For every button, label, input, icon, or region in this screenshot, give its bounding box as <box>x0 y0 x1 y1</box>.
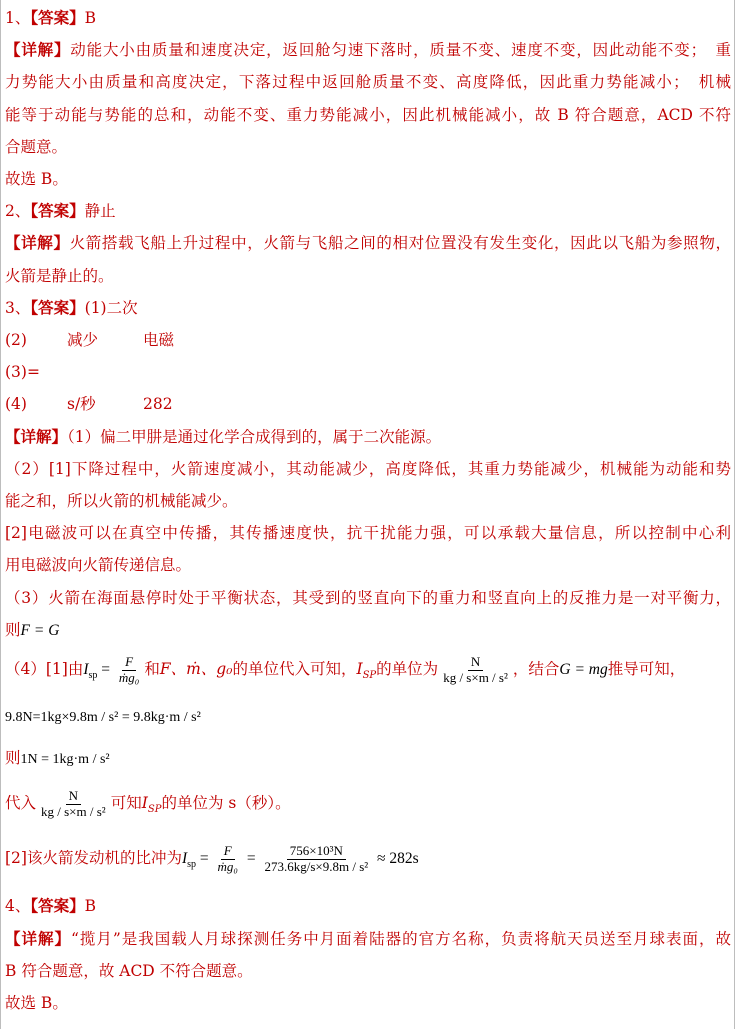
q3-detail-tag: 【详解】 <box>5 426 68 446</box>
q3-d7-prefix: 则 <box>5 749 21 768</box>
q3-d5-fraction <box>116 655 142 685</box>
q3-d9-eq: = <box>196 850 213 868</box>
q4-answer-tag: 【答案】 <box>30 896 85 916</box>
q3-d8-prefix: 代入 <box>5 794 37 813</box>
q3-d5-frac-num: F <box>122 655 136 670</box>
q3-answer-4-value-1: s/秒 <box>67 395 96 414</box>
q3-d5-end: 推导可知， <box>607 660 686 679</box>
q3-answer-2-value-1: 减少 <box>67 331 99 350</box>
q3-detail-line-1 <box>5 421 731 453</box>
q3-answer-4-value-2: 282 <box>143 395 173 414</box>
q3-d5-frac-den: ṁg₀ <box>118 669 140 685</box>
q1-detail-line-2: 力势能大小由质量和高度决定，下落过程中返回舱质量不变、高度降低，因此重力势能减小； 机械 <box>5 73 731 92</box>
q3-answer-header <box>5 292 731 324</box>
q3-d5-unit-fraction <box>440 655 511 685</box>
q3-d7-formula: 1N = 1kg·m / s² <box>20 752 110 768</box>
q4-answer-header <box>5 890 731 922</box>
q3-number: 3、 <box>5 298 31 317</box>
q2-number: 2、 <box>5 202 31 221</box>
q3-detail-line-4: [2]电磁波可以在真空中传播，其传播速度快，抗干扰能力强，可以承载大量信息，所以控制中心利 <box>5 524 731 543</box>
q3-d5-isp-sub: sp <box>88 670 98 682</box>
q3-d5-isp2: I <box>356 660 363 679</box>
q3-answer-4 <box>5 388 731 420</box>
q4-detail-line-1 <box>5 923 731 955</box>
q3-d9-fraction-1 <box>215 844 241 874</box>
q1-answer-value: B <box>84 9 97 27</box>
q3-detail-line-7 <box>5 614 731 647</box>
q3-d5-mid2: 的单位代入可知， <box>232 660 357 679</box>
q2-answer-value: 静止 <box>84 202 116 221</box>
q3-detail-line-9: 9.8N=1kg×9.8m / s² = 9.8kg·m / s² <box>5 710 201 726</box>
q3-detail-line-11 <box>5 780 731 833</box>
q4-answer-value: B <box>84 897 97 916</box>
q3-d9-frac2-den: 273.6kg/s×9.8m / s² <box>264 858 369 874</box>
q1-answer-tag: 【答案】 <box>30 8 85 27</box>
q3-d5-vars: F、ṁ、g₀ <box>159 660 233 679</box>
q3-d4b-prefix: 则 <box>5 620 21 639</box>
q3-d5-mid3: 的单位为 <box>376 660 439 679</box>
q3-d5-eq: = <box>97 661 114 679</box>
q2-detail-tag: 【详解】 <box>5 233 70 253</box>
q3-answer-1: (1)二次 <box>84 298 138 317</box>
q3-d9-fraction-2 <box>261 844 371 874</box>
q2-detail-text-1: 火箭搭载飞船上升过程中，火箭与飞船之间的相对位置没有发生变化，因此以飞船为参照物， <box>69 234 731 253</box>
q1-number: 1、 <box>5 9 31 27</box>
q3-answer-2-number: (2) <box>5 331 27 350</box>
q1-answer-header <box>5 2 731 34</box>
q4-choose: 故选 B。 <box>5 993 68 1012</box>
q3-detail-line-2: （2）[1]下降过程中，火箭速度减小，其动能减少，高度降低，其重力势能减少，机械能为动能和势 <box>5 459 731 478</box>
q2-answer-tag: 【答案】 <box>30 201 85 221</box>
q3-d5-prefix: （4）[1]由 <box>5 660 84 679</box>
q1-detail-tag: 【详解】 <box>5 40 71 60</box>
q2-detail-line-1 <box>5 227 731 259</box>
q3-d5-g: G = mg <box>559 661 608 679</box>
q3-d9-eq2: = <box>242 850 260 868</box>
q3-d8-unit-fraction <box>38 789 109 819</box>
q3-d9-isp: I <box>181 850 188 868</box>
q3-d5-isp: I <box>83 661 89 679</box>
q4-number: 4、 <box>5 897 31 916</box>
q2-detail-line-2: 火箭是静止的。 <box>5 266 114 285</box>
q4-detail-line-2: B 符合题意，故 ACD 不符合题意。 <box>5 961 253 980</box>
q3-answer-2 <box>5 324 731 356</box>
q3-detail-line-3: 能之和，所以火箭的机械能减少。 <box>5 492 238 511</box>
q3-d5-isp2-sub: SP <box>362 670 377 682</box>
q3-answer-2-value-2: 电磁 <box>143 331 175 350</box>
q1-detail-text-1: 动能大小由质量和速度决定，返回舱匀速下落时，质量不变、速度不变，因此动能不变； 重 <box>70 41 731 60</box>
q3-detail-line-5: 用电磁波向火箭传递信息。 <box>5 556 192 575</box>
q3-d4b-formula: F = G <box>20 621 60 639</box>
q3-d5-mid: 和 <box>144 660 160 679</box>
q3-d5-unit-den: kg / s×m / s² <box>443 669 508 685</box>
q3-d8-isp-sub: SP <box>147 804 162 816</box>
q3-d9-frac1-num: F <box>221 844 235 859</box>
q3-d9-frac1-den: ṁg₀ <box>217 858 238 874</box>
q3-d9-isp-sub: sp <box>187 859 197 871</box>
q3-detail-line-12 <box>5 833 731 890</box>
q3-detail-line-6: （3）火箭在海面悬停时处于平衡状态，其受到的竖直向下的重力和竖直向上的反推力是一对平衡力， <box>5 588 731 607</box>
q3-d5-mid4: ，结合 <box>512 660 560 679</box>
q3-detail-line-8 <box>5 647 731 698</box>
q3-d5-unit-num: N <box>468 655 483 670</box>
q3-answer-3: (3)= <box>5 363 40 382</box>
q3-d8-unit-den: kg / s×m / s² <box>41 803 106 819</box>
q3-d9-prefix: [2]该火箭发动机的比冲为 <box>5 849 182 868</box>
q3-d8-mid: 可知 <box>110 794 142 813</box>
q3-detail-line-10 <box>5 738 731 780</box>
q3-answer-tag: 【答案】 <box>30 297 85 317</box>
q3-d9-result: ≈ 282s <box>373 850 419 868</box>
q3-d8-unit-num: N <box>66 789 81 804</box>
q2-answer-header <box>5 195 731 227</box>
q3-answer-4-number: (4) <box>5 395 27 414</box>
q4-detail-text-1: “揽月”是我国载人月球探测任务中月面着陆器的官方名称，负责将航天员送至月球表面，故 <box>70 929 731 948</box>
q3-d9-frac2-num: 756×10³N <box>287 844 346 859</box>
q3-detail-text-1: （1）偏二甲肼是通过化学合成得到的，属于二次能源。 <box>67 427 442 446</box>
q1-detail-line-4: 合题意。 <box>5 137 68 156</box>
q1-detail-line-1 <box>5 34 731 66</box>
q3-d8-end: 的单位为 s（秒）。 <box>161 794 291 813</box>
q4-detail-tag: 【详解】 <box>5 928 71 948</box>
q1-choose: 故选 B。 <box>5 170 68 189</box>
q1-detail-line-3: 能等于动能与势能的总和，动能不变、重力势能减小，因此机械能减小，故 B 符合题意，ACD 不符 <box>5 105 731 124</box>
q3-d8-isp: I <box>141 794 148 813</box>
